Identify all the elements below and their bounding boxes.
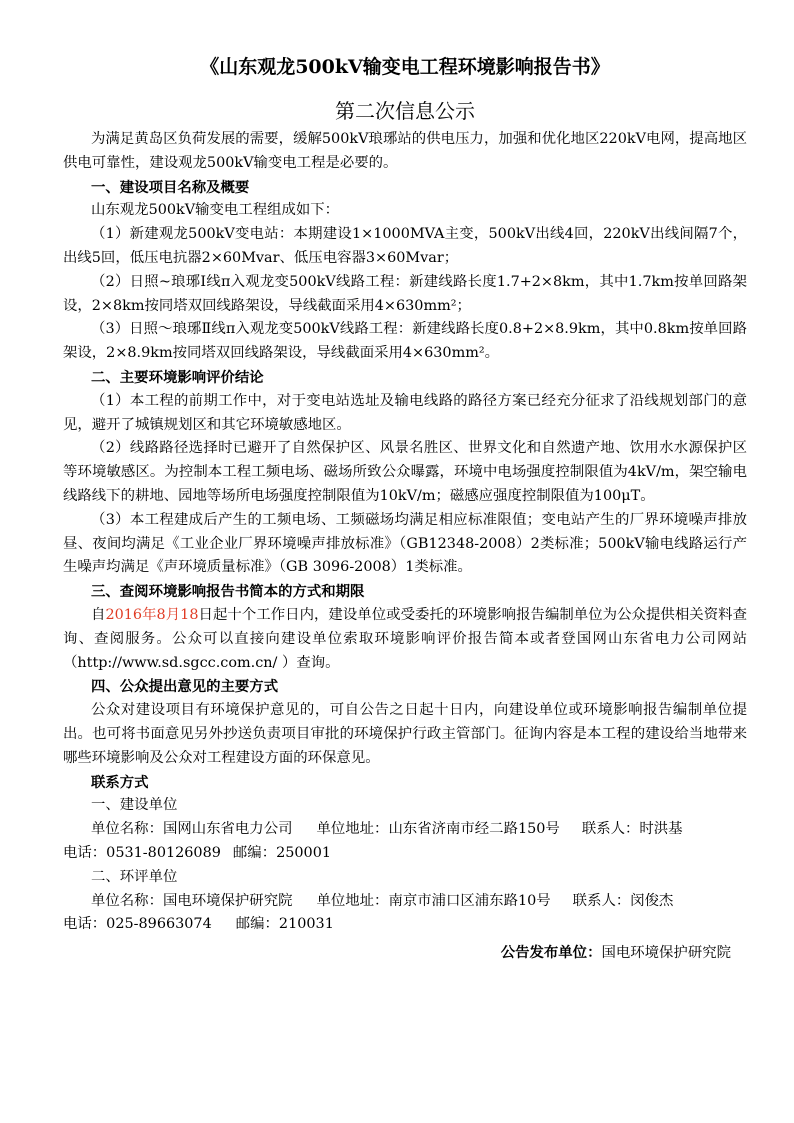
contact1-unit: 单位名称：国网山东省电力公司 [91,821,293,838]
contact-heading: 联系方式 [91,773,149,791]
contact2-person: 联系人：闵俊杰 [572,892,674,909]
contact2-row2 [63,913,747,937]
contact1-row [63,818,747,842]
section2-paragraph-3: （3）本工程建成后产生的工频电场、工频磁场均满足相应标准限值；变电站产生的厂界环境噪声排放昼、夜间均满足《工业企业厂界环境噪声排放标准》（GB12348-2008）2类标准；500kV输电线路运行产生噪声均满足《声环境质量标准》（GB 3096-2008）1类标准。 [63,511,747,576]
publisher-value: 国电环境保护研究院 [601,945,731,962]
section1-paragraph-3: （2）日照~琅琊Ⅰ线π入观龙变500kV线路工程：新建线路长度1.7+2×8km，其中1.7km按单回路架设，2×8km按同塔双回线路架设，导线截面采用4×630mm²； [63,273,747,314]
contact2-zip: 邮编：210031 [235,916,334,933]
section2-heading: 二、主要环境影响评价结论 [91,368,264,386]
section3-paragraph [63,604,747,675]
contact2-phone: 电话：025-89663074 [63,916,212,933]
section2-paragraph-2: （2）线路路径选择时已避开了自然保护区、风景名胜区、世界文化和自然遗产地、饮用水水源保护区等环境敏感区。为控制本工程工频电场、磁场所致公众曝露，环境中电场强度控制限值为4kV/m，架空输电线路线下的耕地、园地等场所电场强度控制限值为10kV/m；磁感应强度控制限值为100μT。 [63,440,747,504]
contact1-row2 [63,842,747,866]
contact2-heading: 二、环评单位 [91,868,178,885]
section4-paragraph: 公众对建设项目有环境保护意见的，可自公告之日起十日内，向建设单位或环境影响报告编制单位提出。也可将书面意见另外抄送负责项目审批的环境保护行政主管部门。征询内容是本工程的建设给当地带来哪些环境影响及公众对工程建设方面的环保意见。 [63,702,747,766]
section4-heading: 四、公众提出意见的主要方式 [91,678,279,696]
document-subtitle: 第二次信息公示 [335,99,475,123]
section1-paragraph-2: （1）新建观龙500kV变电站：本期建设1×1000MVA主变，500kV出线4回，220kV出线间隔7个，出线5回，低压电抗器2×60Mvar、低压电容器3×60Mvar； [63,226,747,266]
notice-page [63,54,747,966]
section1-paragraph-4: （3）日照～琅琊Ⅱ线π入观龙变500kV线路工程：新建线路长度0.8+2×8.9km，其中0.8km按单回路架设，2×8.9km按同塔双回线路架设，导线截面采用4×630mm²。 [63,321,747,362]
contact2-unit: 单位名称：国电环境保护研究院 [91,892,293,909]
section3-heading: 三、查阅环境影响报告书简本的方式和期限 [91,583,365,601]
contact1-address: 单位地址：山东省济南市经二路150号 [316,821,560,838]
section3-pre: 自 [91,606,106,623]
document-title: 《山东观龙500kV输变电工程环境影响报告书》 [200,56,610,78]
publisher-line [63,941,747,966]
publisher-label: 公告发布单位： [500,944,602,962]
contact2-row [63,890,747,914]
contact1-person: 联系人：时洪基 [581,821,683,838]
section1-paragraph-1: 山东观龙500kV输变电工程组成如下： [91,202,340,219]
intro-paragraph: 为满足黄岛区负荷发展的需要，缓解500kV琅琊站的供电压力，加强和优化地区220kV电网，提高地区供电可靠性，建设观龙500kV输变电工程是必要的。 [63,131,747,171]
section3-post: 日起十个工作日内，建设单位或受委托的环境影响报告编制单位为公众提供相关资料查询、查阅服务。公众可以直接向建设单位索取环境影响评价报告简本或者登国网山东省电力公司网站（http://www.sd.sgcc.com.cn/ ）查询。 [63,606,747,671]
section2-paragraph-1: （1）本工程的前期工作中，对于变电站选址及输电线路的路径方案已经充分征求了沿线规划部门的意见，避开了城镇规划区和其它环境敏感地区。 [63,392,747,433]
contact1-zip: 邮编：250001 [232,844,332,861]
section1-heading: 一、建设项目名称及概要 [91,178,250,196]
contact1-heading: 一、建设单位 [91,797,178,814]
contact1-phone: 电话：0531-80126089 [63,844,221,861]
publication-date: 2016年8月18 [105,606,199,623]
contact2-address: 单位地址：南京市浦口区浦东路10号 [316,892,551,909]
